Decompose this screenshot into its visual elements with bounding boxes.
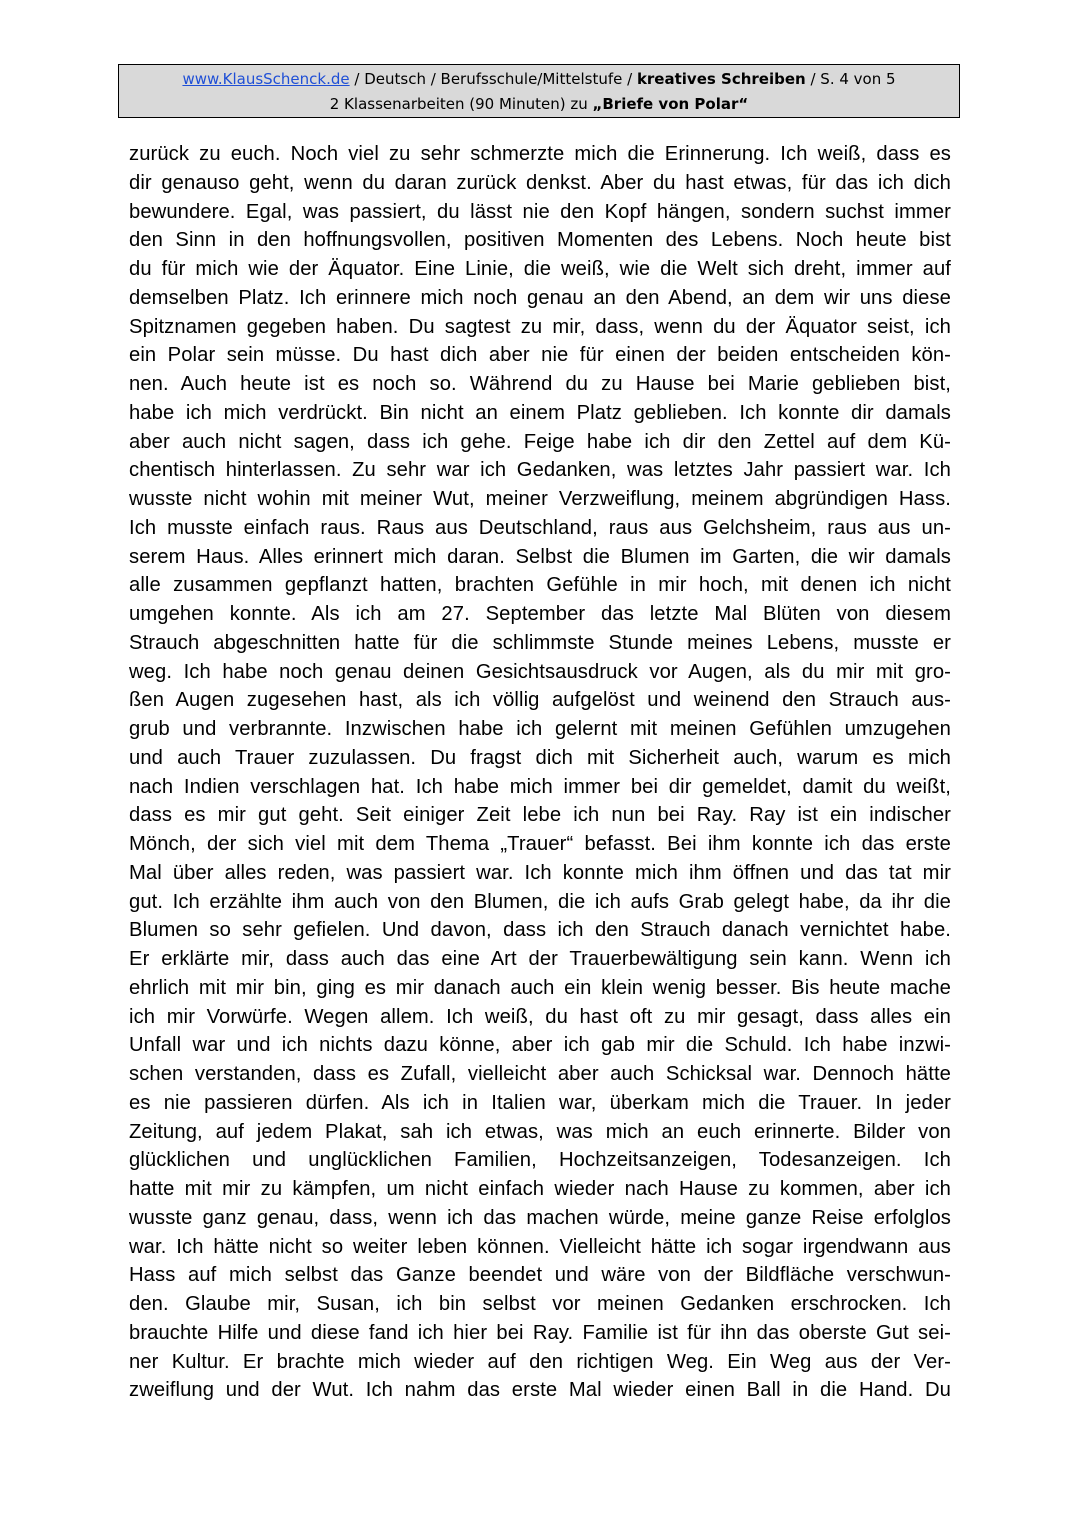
body-line: Blumen so sehr gefielen. Und davon, dass ich den Strauch danach vernichtet habe.: [129, 919, 951, 942]
body-line: nen. Auch heute ist es noch so. Während du zu Hause bei Marie geblieben bist,: [129, 373, 951, 395]
body-line: Mal über alles reden, was passiert war. Ich konnte mich ihm öffnen und das tat mir: [129, 861, 951, 884]
body-line: chentisch hinterlassen. Zu sehr war ich Gedanken, was letztes Jahr passiert war. Ich: [129, 459, 951, 482]
body-line: Hass auf mich selbst das Ganze beendet und wäre von der Bildfläche verschwun-: [129, 1264, 951, 1287]
body-line: dir genauso geht, wenn du daran zurück denkst. Aber du hast etwas, für das ich dich: [129, 171, 951, 194]
body-line: grub und verbrannte. Inzwischen habe ich gelernt mit meinen Gefühlen umzugehen: [129, 718, 951, 740]
header-line-2: [119, 92, 959, 117]
body-line: Mönch, der sich viel mit dem Thema „Trauer“ befasst. Bei ihm konnte ich das erste: [129, 833, 951, 855]
body-line: bewundere. Egal, was passiert, du lässt nie den Kopf hängen, sondern suchst immer: [129, 200, 951, 223]
body-line: schen verstanden, dass es Zufall, vielleicht aber auch Schicksal war. Dennoch hätte: [129, 1063, 951, 1085]
body-line: aber auch nicht sagen, dass ich gehe. Feige habe ich dir den Zettel auf dem Kü-: [129, 430, 951, 453]
body-line: du für mich wie der Äquator. Eine Linie, die weiß, wie die Welt sich dreht, immer auf: [129, 258, 951, 280]
body-line: zweiflung und der Wut. Ich nahm das erste Mal wieder einen Ball in die Hand. Du: [129, 1379, 951, 1402]
header-page-info: / S. 4 von 5: [805, 70, 896, 88]
header-subtitle: 2 Klassenarbeiten (90 Minuten) zu: [329, 95, 593, 113]
body-line: ehrlich mit mir bin, ging es mir danach auch ein klein wenig besser. Bis heute mache: [129, 976, 951, 999]
body-line: Unfall war und ich nichts dazu könne, aber ich gab mir die Schuld. Ich habe inzwi-: [129, 1034, 951, 1057]
body-line: den Sinn in den hoffnungsvollen, positiven Momenten des Lebens. Noch heute bist: [129, 229, 951, 252]
body-line: Zeitung, auf jedem Plakat, sah ich etwas, was mich an euch erinnerte. Bilder von: [129, 1120, 951, 1143]
body-line: den. Glaube mir, Susan, ich bin selbst vor meinen Gedanken erschrocken. Ich: [129, 1293, 951, 1315]
letter-body: [129, 140, 951, 1405]
body-line: und auch Trauer zuzulassen. Du fragst dich mit Sicherheit auch, warum es mich: [129, 746, 951, 769]
body-line: war. Ich hätte nicht so weiter leben können. Vielleicht hätte ich sogar irgendwann aus: [129, 1235, 951, 1258]
body-line: habe ich mich verdrückt. Bin nicht an einem Platz geblieben. Ich konnte dir damals: [129, 401, 951, 424]
body-line: Strauch abgeschnitten hatte für die schlimmste Stunde meines Lebens, musste er: [129, 631, 951, 654]
body-line: wusste nicht wohin mit meiner Wut, meiner Verzweiflung, meinem abgründigen Hass.: [129, 488, 951, 510]
header-line-1: [119, 67, 959, 92]
document-header: [118, 64, 960, 118]
body-line: Spitznamen gegeben haben. Du sagtest zu mir, dass, wenn du der Äquator seist, ich: [129, 315, 951, 338]
header-title: „Briefe von Polar“: [592, 95, 749, 113]
body-line: ßen Augen zugesehen hast, als ich völlig aufgelöst und weinend den Strauch aus-: [129, 689, 951, 712]
body-line: ich mir Vorwürfe. Wegen allem. Ich weiß, du hast oft zu mir gesagt, dass alles ein: [129, 1005, 951, 1028]
body-line: Ich musste einfach raus. Raus aus Deutschland, raus aus Gelchsheim, raus aus un-: [129, 516, 951, 539]
body-line: demselben Platz. Ich erinnere mich noch genau an den Abend, an dem wir uns diese: [129, 286, 951, 309]
body-line: dass es mir gut geht. Seit einiger Zeit lebe ich nun bei Ray. Ray ist ein indischer: [129, 804, 951, 827]
body-line: zurück zu euch. Noch viel zu sehr schmerzte mich die Erinnerung. Ich weiß, dass es: [129, 143, 951, 165]
header-path: / Deutsch / Berufsschule/Mittelstufe /: [349, 70, 637, 88]
body-line: ein Polar sein müsse. Du hast dich aber nie für einen der beiden entscheiden kön-: [129, 344, 951, 367]
site-link[interactable]: www.KlausSchenck.de: [182, 70, 350, 88]
body-line: Er erklärte mir, dass auch das eine Art der Trauerbewältigung sein kann. Wenn ich: [129, 948, 951, 970]
body-line: es nie passieren dürfen. Als ich in Italien war, überkam mich die Trauer. In jeder: [129, 1091, 951, 1114]
body-line: hatte mit mir zu kämpfen, um nicht einfach wieder nach Hause zu kommen, aber ich: [129, 1178, 951, 1200]
body-line: glücklichen und unglücklichen Familien, Hochzeitsanzeigen, Todesanzeigen. Ich: [129, 1149, 951, 1172]
body-line: ner Kultur. Er brachte mich wieder auf den richtigen Weg. Ein Weg aus der Ver-: [129, 1350, 951, 1373]
body-line: serem Haus. Alles erinnert mich daran. Selbst die Blumen im Garten, die wir damals: [129, 545, 951, 568]
body-line: umgehen konnte. Als ich am 27. September das letzte Mal Blüten von diesem: [129, 603, 951, 625]
body-line: brauchte Hilfe und diese fand ich hier bei Ray. Familie ist für ihn das oberste Gut sei-: [129, 1321, 951, 1344]
body-line: nach Indien verschlagen hat. Ich habe mich immer bei dir gemeldet, damit du weißt,: [129, 775, 951, 798]
body-line: wusste ganz genau, dass, wenn ich das machen würde, meine ganze Reise erfolglos: [129, 1206, 951, 1229]
body-line: gut. Ich erzählte ihm auch von den Blumen, die ich aufs Grab gelegt habe, da ihr die: [129, 890, 951, 913]
header-topic: kreatives Schreiben: [636, 70, 806, 88]
body-line: alle zusammen gepflanzt hatten, brachten Gefühle in mir hoch, mit denen ich nicht: [129, 574, 951, 597]
body-line: weg. Ich habe noch genau deinen Gesichtsausdruck vor Augen, als du mir mit gro-: [129, 660, 951, 683]
